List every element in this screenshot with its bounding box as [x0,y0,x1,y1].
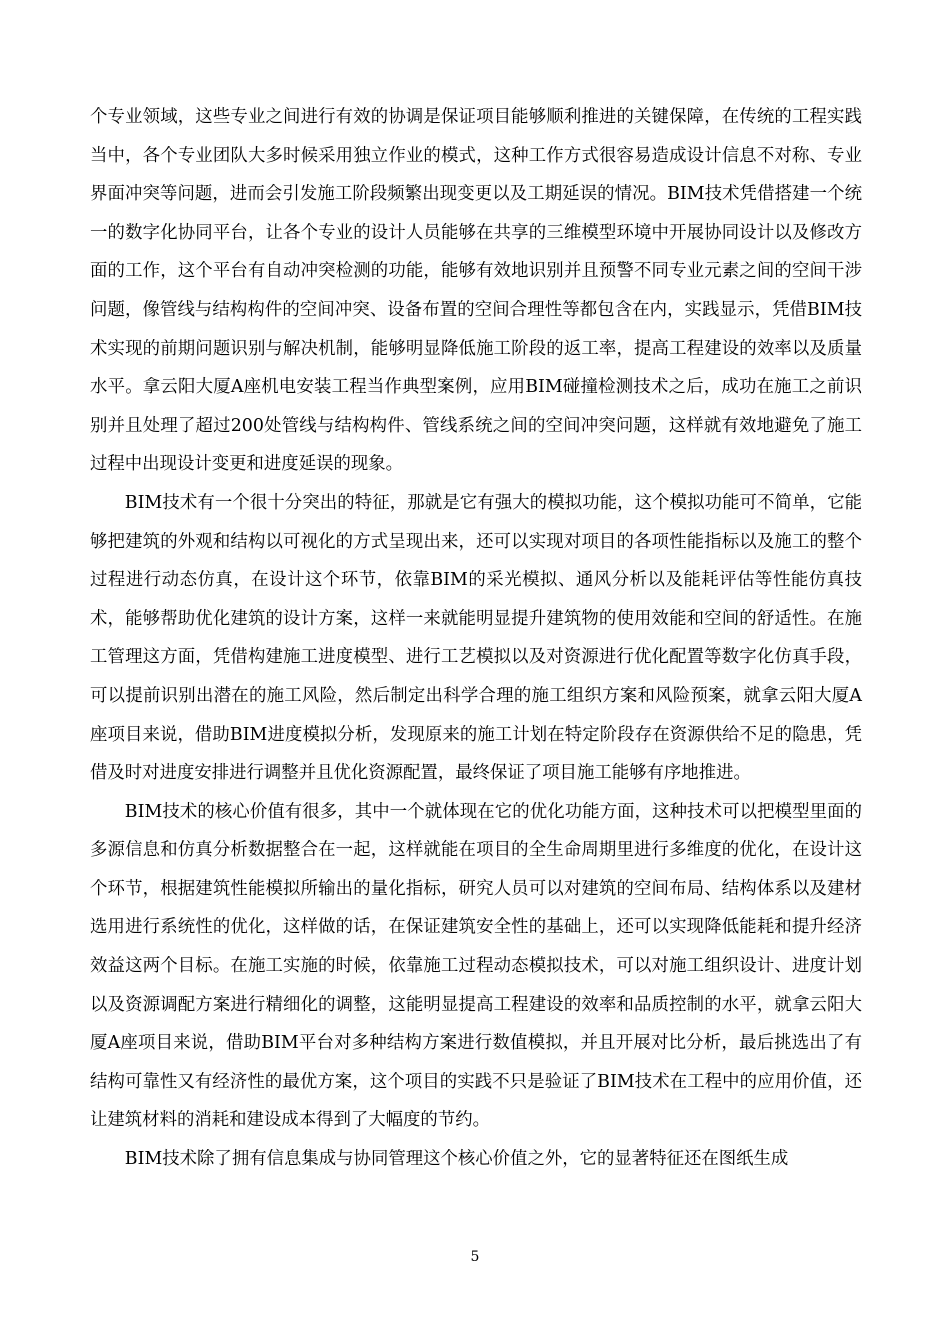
paragraph-optimization: BIM技术的核心价值有很多，其中一个就体现在它的优化功能方面，这种技术可以把模型里面的多源信息和仿真分析数据整合在一起，这样就能在项目的全生命周期里进行多维度的优化，在设计这个环节，根据建筑性能模拟所输出的量化指标，研究人员可以对建筑的空间布局、结构体系以及建材选用进行系统性的优化，这样做的话，在保证建筑安全性的基础上，还可以实现降低能耗和提升经济效益这两个目标。在施工实施的时候，依靠施工过程动态模拟技术，可以对施工组织设计、进度计划以及资源调配方案进行精细化的调整，这能明显提高工程建设的效率和品质控制的水平，就拿云阳大厦A座项目来说，借助BIM平台对多种结构方案进行数值模拟，并且开展对比分析，最后挑选出了有结构可靠性又有经济性的最优方案，这个项目的实践不只是验证了BIM技术在工程中的应用价值，还让建筑材料的消耗和建设成本得到了大幅度的节约。 [90,801,862,1131]
page-number: 5 [470,1249,480,1265]
document-body [90,98,862,1179]
paragraph-simulation: BIM技术有一个很十分突出的特征，那就是它有强大的模拟功能，这个模拟功能可不简单，它能够把建筑的外观和结构以可视化的方式呈现出来，还可以实现对项目的各项性能指标以及施工的整个过程进行动态仿真，在设计这个环节，依靠BIM的采光模拟、通风分析以及能耗评估等性能仿真技术，能够帮助优化建筑的设计方案，这样一来就能明显提升建筑物的使用效能和空间的舒适性。在施工管理这方面，凭借构建施工进度模型、进行工艺模拟以及对资源进行优化配置等数字化仿真手段，可以提前识别出潜在的施工风险，然后制定出科学合理的施工组织方案和风险预案，就拿云阳大厦A座项目来说，借助BIM进度模拟分析，发现原来的施工计划在特定阶段存在资源供给不足的隐患，凭借及时对进度安排进行调整并且优化资源配置，最终保证了项目施工能够有序地推进。 [90,492,862,784]
paragraph-drawing-generation: BIM技术除了拥有信息集成与协同管理这个核心价值之外，它的显著特征还在图纸生成 [124,1149,789,1170]
paragraph-collaboration: 个专业领域，这些专业之间进行有效的协调是保证项目能够顺利推进的关键保障，在传统的工程实践当中，各个专业团队大多时候采用独立作业的模式，这种工作方式很容易造成设计信息不对称、专业界面冲突等问题，进而会引发施工阶段频繁出现变更以及工期延误的情况。BIM技术凭借搭建一个统一的数字化协同平台，让各个专业的设计人员能够在共享的三维模型环境中开展协同设计以及修改方面的工作，这个平台有自动冲突检测的功能，能够有效地识别并且预警不同专业元素之间的空间干涉问题，像管线与结构构件的空间冲突、设备布置的空间合理性等都包含在内，实践显示，凭借BIM技术实现的前期问题识别与解决机制，能够明显降低施工阶段的返工率，提高工程建设的效率以及质量水平。拿云阳大厦A座机电安装工程当作典型案例，应用BIM碰撞检测技术之后，成功在施工之前识别并且处理了超过200处管线与结构构件、管线系统之间的空间冲突问题，这样就有效地避免了施工过程中出现设计变更和进度延误的现象。 [90,107,862,475]
